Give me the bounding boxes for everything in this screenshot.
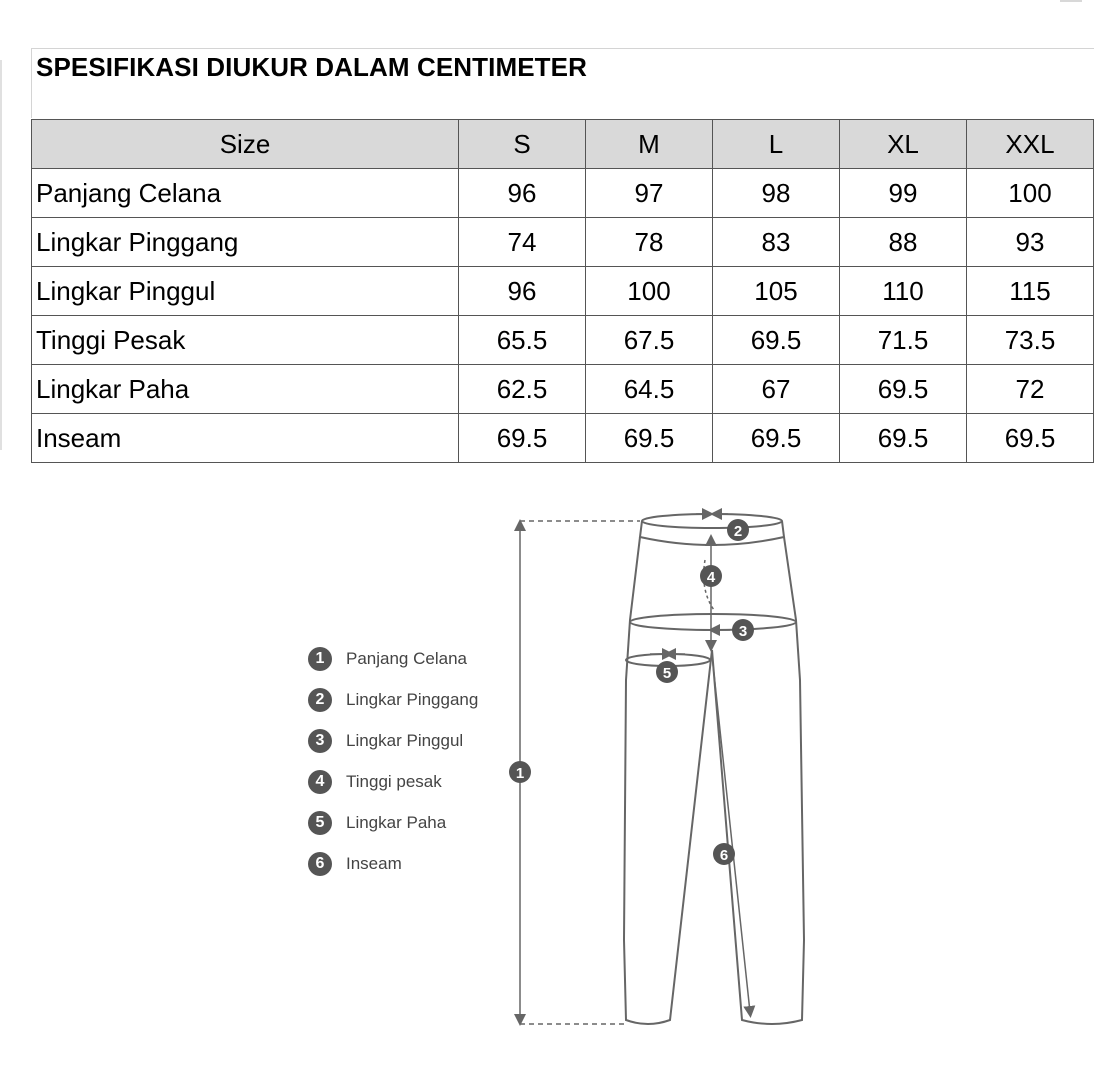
legend-item (308, 679, 478, 720)
svg-text:3: 3 (738, 623, 748, 640)
marker-1-badge (509, 761, 531, 783)
marker-4-badge (700, 565, 722, 587)
table-cell: 69.5 (840, 365, 967, 414)
table-header-row (32, 120, 1094, 169)
table-cell: 99 (840, 169, 967, 218)
table-row (32, 365, 1094, 414)
legend-number-badge: 1 (308, 647, 332, 671)
table-cell: 67 (713, 365, 840, 414)
marker-2-badge (727, 519, 749, 541)
table-row (32, 218, 1094, 267)
table-cell: 100 (967, 169, 1094, 218)
legend-number-badge: 5 (308, 811, 332, 835)
legend-label: Tinggi pesak (346, 771, 442, 791)
row-label: Tinggi Pesak (32, 316, 459, 365)
marker-3-badge (732, 619, 754, 641)
table-cell: 105 (713, 267, 840, 316)
measurement-markers (509, 519, 754, 865)
marker-6-badge (713, 843, 735, 865)
header-cell-l: L (713, 120, 840, 169)
table-cell: 65.5 (459, 316, 586, 365)
row-label: Inseam (32, 414, 459, 463)
table-cell: 115 (967, 267, 1094, 316)
table-row (32, 169, 1094, 218)
table-cell: 96 (459, 267, 586, 316)
table-cell: 72 (967, 365, 1094, 414)
legend-label: Inseam (346, 853, 402, 873)
table-row (32, 267, 1094, 316)
table-cell: 67.5 (586, 316, 713, 365)
table-cell: 71.5 (840, 316, 967, 365)
svg-text:2: 2 (733, 523, 743, 540)
legend-item (308, 761, 478, 802)
table-cell: 69.5 (713, 316, 840, 365)
legend-number-badge: 2 (308, 688, 332, 712)
legend-label: Lingkar Paha (346, 812, 447, 832)
svg-text:6: 6 (719, 847, 729, 864)
svg-text:4: 4 (706, 569, 716, 586)
table-cell: 69.5 (840, 414, 967, 463)
table-row (32, 316, 1094, 365)
table-cell: 64.5 (586, 365, 713, 414)
table-cell: 78 (586, 218, 713, 267)
table-cell: 93 (967, 218, 1094, 267)
legend-number-badge: 3 (308, 729, 332, 753)
svg-text:5: 5 (662, 665, 672, 682)
header-cell-s: S (459, 120, 586, 169)
legend-number-badge: 6 (308, 852, 332, 876)
table-cell: 69.5 (459, 414, 586, 463)
corner-divider (1060, 0, 1082, 2)
pants-measurement-diagram (500, 500, 820, 1040)
row-label: Lingkar Pinggul (32, 267, 459, 316)
header-cell-m: M (586, 120, 713, 169)
table-cell: 69.5 (713, 414, 840, 463)
pants-outline (624, 514, 804, 1024)
measurement-legend (308, 638, 478, 884)
table-cell: 69.5 (586, 414, 713, 463)
row-label: Lingkar Pinggang (32, 218, 459, 267)
table-cell: 110 (840, 267, 967, 316)
table-cell: 97 (586, 169, 713, 218)
measurement-lines (520, 514, 750, 1024)
table-cell: 83 (713, 218, 840, 267)
legend-item (308, 638, 478, 679)
page-title: SPESIFIKASI DIUKUR DALAM CENTIMETER (36, 52, 587, 82)
table-cell: 96 (459, 169, 586, 218)
table-cell: 73.5 (967, 316, 1094, 365)
table-cell: 100 (586, 267, 713, 316)
legend-item (308, 720, 478, 761)
table-cell: 74 (459, 218, 586, 267)
header-cell-size: Size (32, 120, 459, 169)
size-spec-table (31, 119, 1094, 463)
legend-number-badge: 4 (308, 770, 332, 794)
header-cell-xl: XL (840, 120, 967, 169)
table-cell: 98 (713, 169, 840, 218)
left-divider (0, 60, 2, 450)
legend-item (308, 802, 478, 843)
table-cell: 88 (840, 218, 967, 267)
legend-label: Lingkar Pinggul (346, 730, 464, 750)
header-cell-xxl: XXL (967, 120, 1094, 169)
table-cell: 69.5 (967, 414, 1094, 463)
svg-text:1: 1 (515, 765, 525, 782)
legend-label: Lingkar Pinggang (346, 689, 479, 709)
row-label: Lingkar Paha (32, 365, 459, 414)
table-cell: 62.5 (459, 365, 586, 414)
legend-label: Panjang Celana (346, 648, 467, 668)
row-label: Panjang Celana (32, 169, 459, 218)
marker-5-badge (656, 661, 678, 683)
legend-item (308, 843, 478, 884)
table-row (32, 414, 1094, 463)
